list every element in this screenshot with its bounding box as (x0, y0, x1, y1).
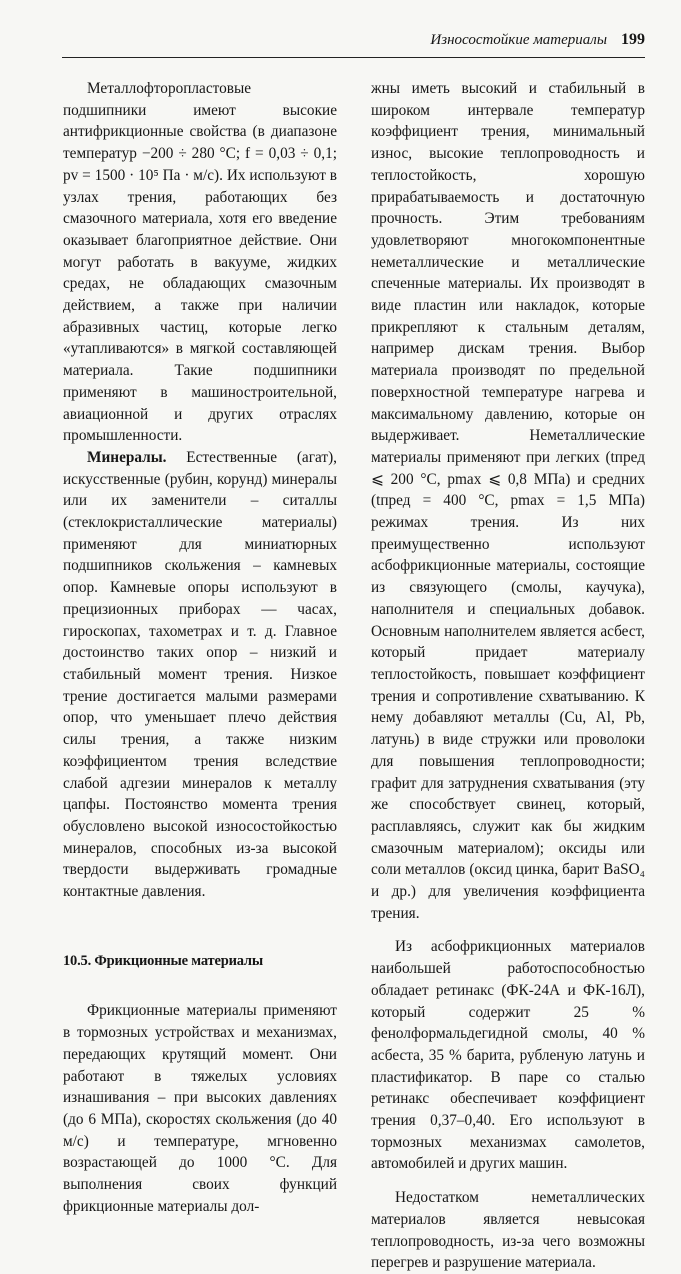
minerals-body: Естественные (агат), искусственные (рубин, корунд) минералы или их заменители – ситаллы (стеклокристаллические материалы) применяют для миниатюрных подшипников скольжения – камневых опор. Камневые опоры используют в прецизионных приборах — часах, гироскопах, тахометрах и т. д. Главное достоинство таких опор – низкий и стабильный момент трения. Низкое трение достигается малыми размерами опор, что уменьшает плечо действия силы трения, а также низким коэффициентом трения вследствие слабой адгезии минералов к металлу цапфы. Постоянство момента трения обусловлено высокой износостойкостью минералов, способных из-за высокой твердости выдерживать громадные контактные давления. (63, 448, 337, 901)
minerals-lead: Минералы. (87, 448, 167, 466)
paragraph-minerals (63, 447, 337, 903)
paragraph-friction-requirements: жны иметь высокий и стабильный в широком интервале температур коэффициент трения, минимальный износ, высокие теплопроводность и теплостойкость, хорошую прирабатываемость и достаточную прочность. Этим требованиям удовлетворяют многокомпонентные неметаллические и металлические спеченные материалы. Их производят в виде пластин или накладок, которые прикрепляют к стальным деталям, например дискам трения. Выбор материала производят по предельной поверхностной температуре нагрева и максимальному давлению, которые он выдерживает. Неметаллические материалы применяют при легких (tпред ⩽ 200 °C, pmax ⩽ 0,8 МПа) и средних (tпред = 400 °C, pmax = 1,5 МПа) режимах трения. Из них преимущественно используют асбофрикционные материалы, состоящие из связующего (смолы, каучука), наполнителя и специальных добавок. Основным наполнителем является асбест, который придает материалу теплостойкость, повышает коэффициент трения и сопротивление схватыванию. К нему добавляют металлы (Cu, Al, Pb, латунь) в виде стружки или проволоки для повышения теплопроводности; графит для затруднения схватывания (эту же способствует свинец, который, расплавляясь, служит как бы жидким смазочным материалом); оксиды или соли металлов (оксид цинка, барит BaSO₄ и др.) для увеличения коэффициента трения. (371, 80, 645, 922)
paragraph-friction-materials: Фрикционные материалы применяют в тормозных устройствах и механизмах, передающих крутящий момент. Они работают в тяжелых условиях изнашивания – при высоких давлениях (до 6 МПа), скоростях скольжения (до 40 м/с) и температуре, мгновенно возрастающей до 1000 °C. Для выполнения своих функций фрикционные материалы дол- (63, 1002, 337, 1215)
page-number: 199 (621, 31, 645, 48)
right-column (371, 78, 645, 1274)
running-header (62, 30, 645, 52)
left-column (63, 78, 337, 1217)
header-rule (62, 57, 645, 58)
paragraph-metal-fluoroplastic-bearings: Металлофторопластовые подшипники имеют высокие антифрикционные свойства (в диапазоне температур −200 ÷ 280 °C; f = 0,03 ÷ 0,1; pv = 1500 · 10⁵ Па · м/с). Их используют в узлах трения, работающих без смазочного материала, хотя его введение оказывает благоприятное действие. Они могут работать в вакууме, жидких средах, не обладающих смазочным действием, а также при наличии абразивных частиц, которые легко «утапливаются» в мягкой составляющей материала. Такие подшипники применяют в машиностроительной, авиационной и других отраслях промышленности. (63, 80, 337, 445)
running-title: Износостойкие материалы (430, 32, 607, 48)
paragraph-drawbacks: Недостатком неметаллических материалов является невысокая теплопроводность, из-за чего возможны перегрев и разрушение материала. (371, 1189, 645, 1272)
paragraph-retinax: Из асбофрикционных материалов наибольшей работоспособностью обладает ретинакс (ФК-24А и ФК-16Л), который содержит 25 % фенолформальдегидной смолы, 40 % асбеста, 35 % барита, рубленую латунь и пластификатор. В паре со сталью ретинакс обеспечивает коэффициент трения 0,37–0,40. Его используют в тормозных механизмах самолетов, автомобилей и других машин. (371, 938, 645, 1173)
section-heading: 10.5. Фрикционные материалы (63, 952, 263, 969)
